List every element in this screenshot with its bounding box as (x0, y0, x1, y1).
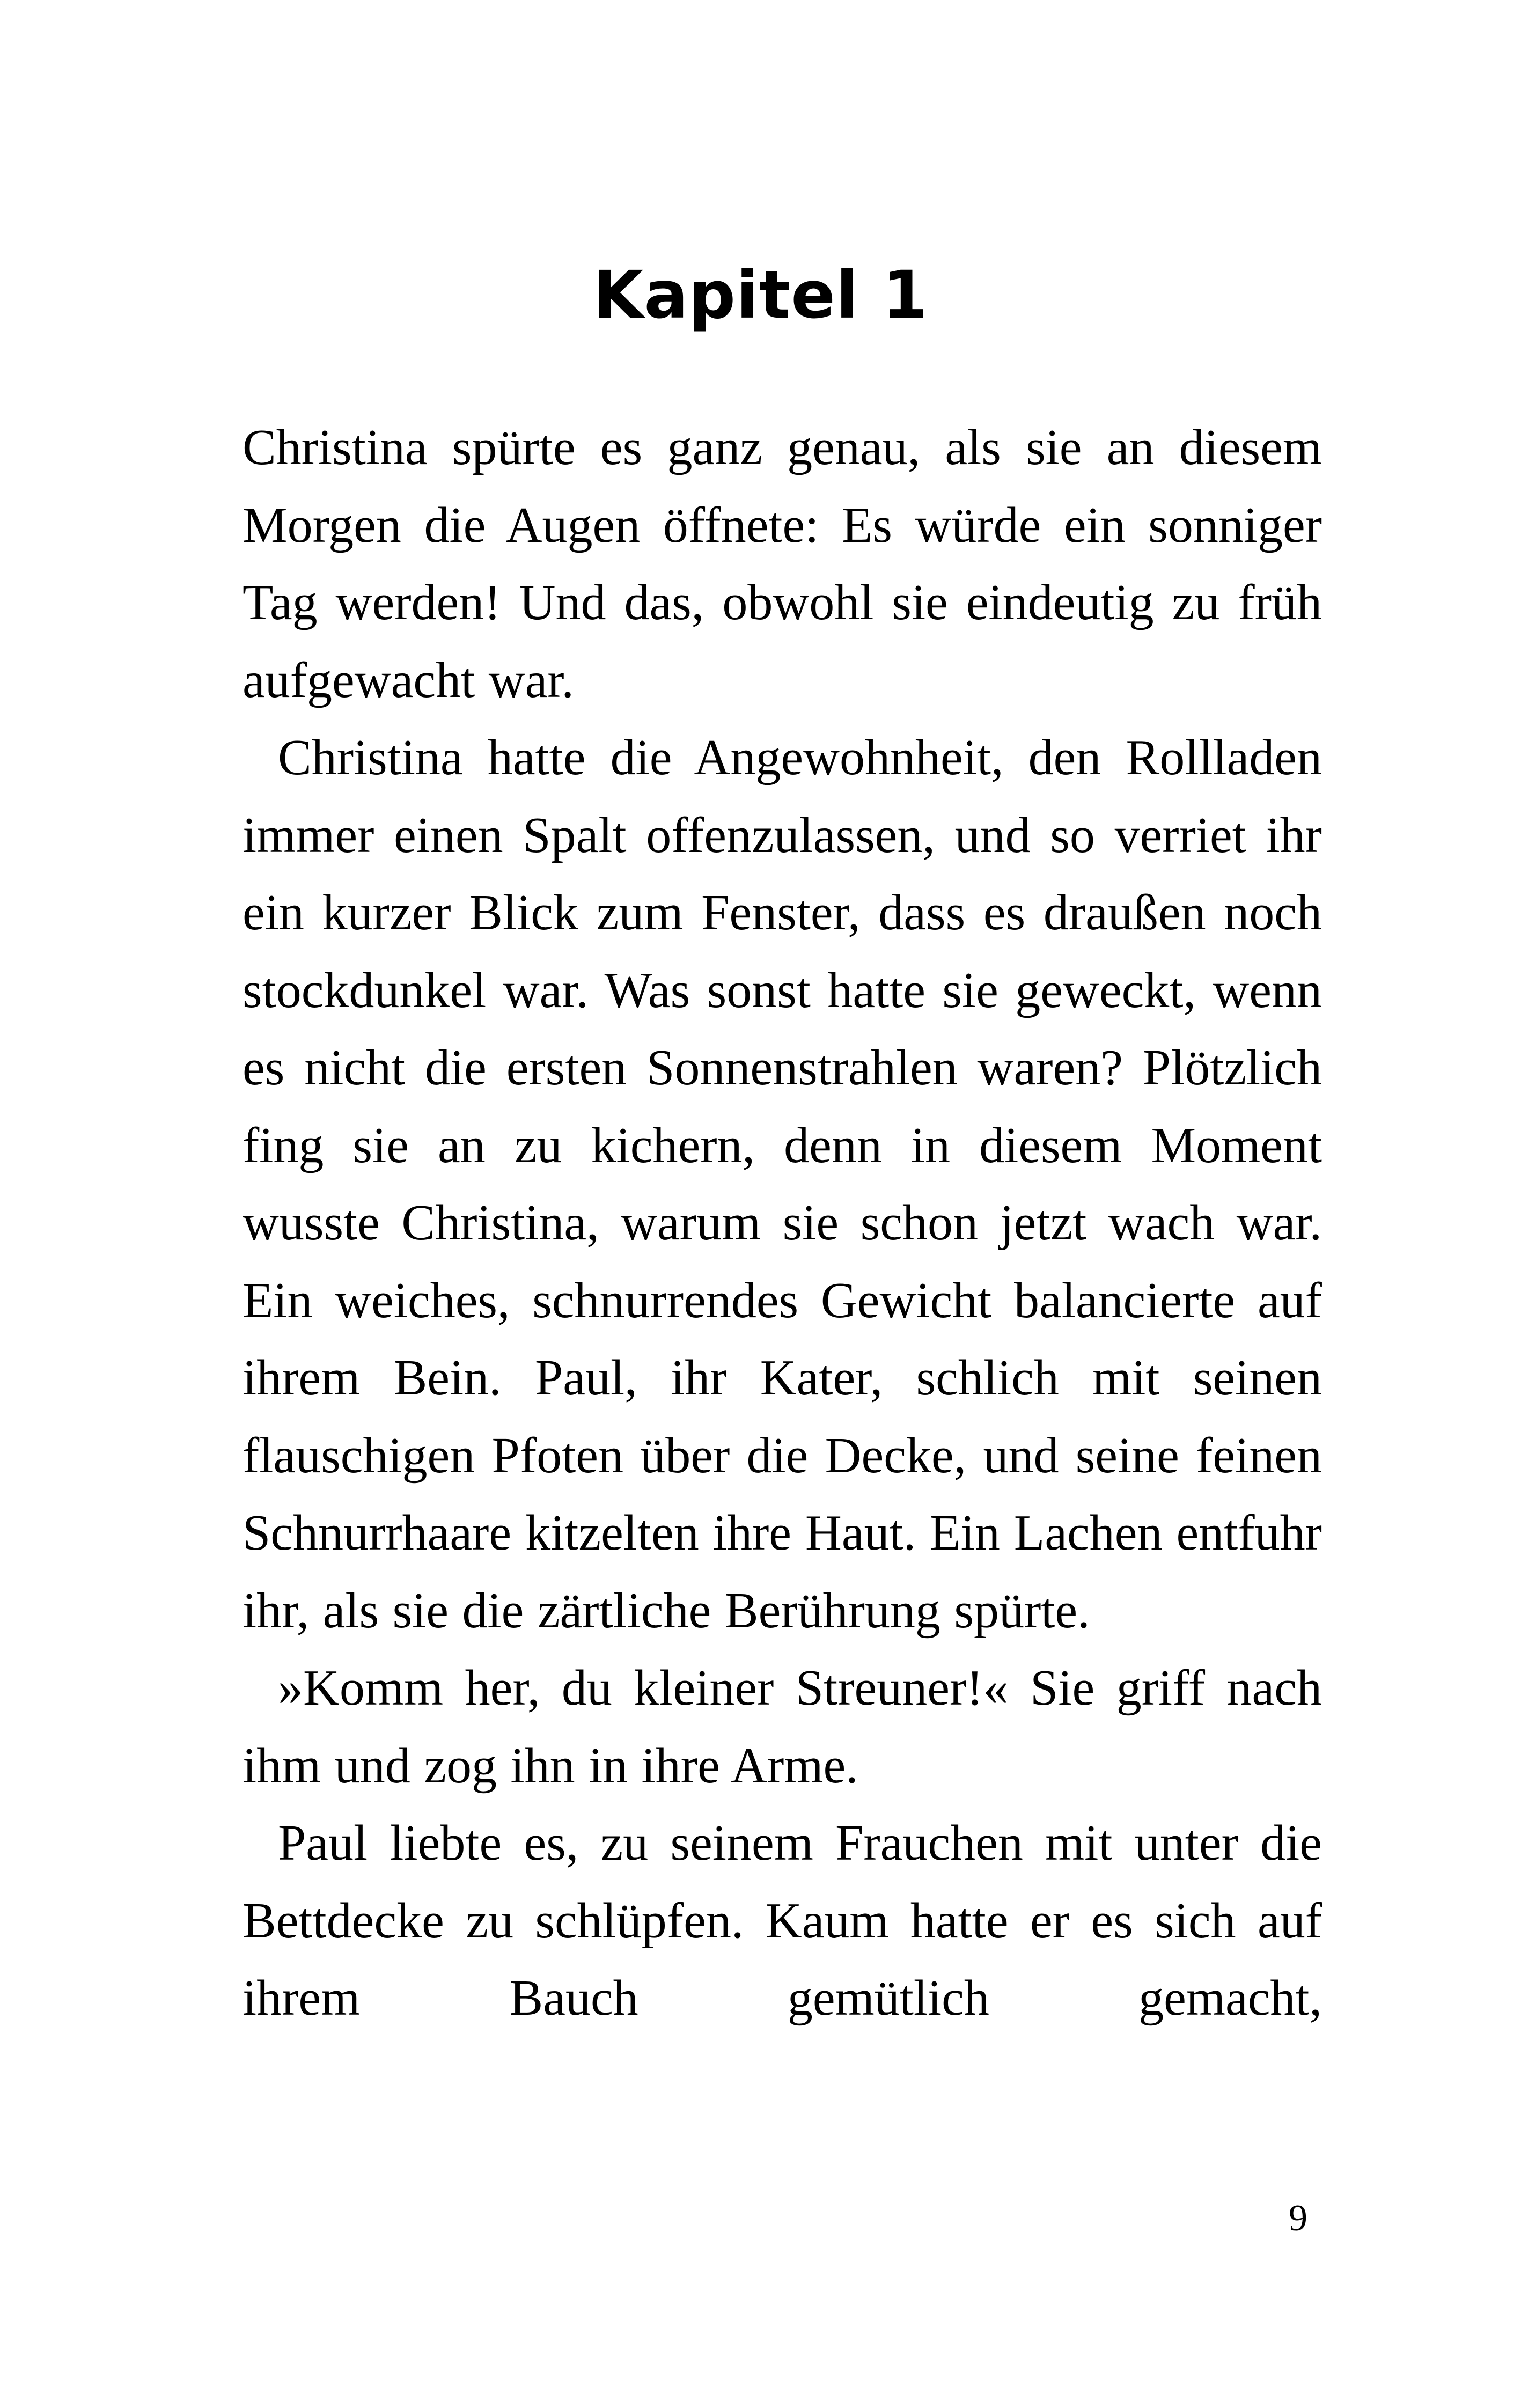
paragraph: Paul liebte es, zu seinem Frauchen mit unter die Bettdecke zu schlüpfen. Kaum hatte er es sich auf ihrem Bauch gemütlich gemacht, (243, 1815, 1322, 2026)
page-number: 9 (1289, 2198, 1307, 2239)
paragraph: Christina hatte die Angewohnheit, den Rollladen immer einen Spalt offenzulassen, und so verriet ihr ein kurzer Blick zum Fenster, dass es draußen noch stockdunkel war. Was sonst hatte sie geweckt, wenn es nicht die ersten Sonnenstrahlen waren? Plötzlich fing sie an zu kichern, denn in diesem Moment wusste Christina, warum sie schon jetzt wach war. Ein weiches, schnurrendes Gewicht balancierte auf ihrem Bein. Paul, ihr Kater, schlich mit seinen flauschigen Pfoten über die Decke, und seine feinen Schnurrhaare kitzelten ihre Haut. Ein Lachen entfuhr ihr, als sie die zärtliche Berührung spürte. (243, 730, 1322, 1639)
chapter-body (243, 409, 1322, 2037)
paragraph: »Komm her, du kleiner Streuner!« Sie griff nach ihm und zog ihn in ihre Arme. (243, 1660, 1322, 1794)
chapter-title: Kapitel 1 (592, 257, 929, 333)
paragraph: Christina spürte es ganz genau, als sie an diesem Morgen die Augen öffnete: Es würde ein sonniger Tag werden! Und das, obwohl sie eindeutig zu früh aufgewacht war. (243, 420, 1322, 708)
